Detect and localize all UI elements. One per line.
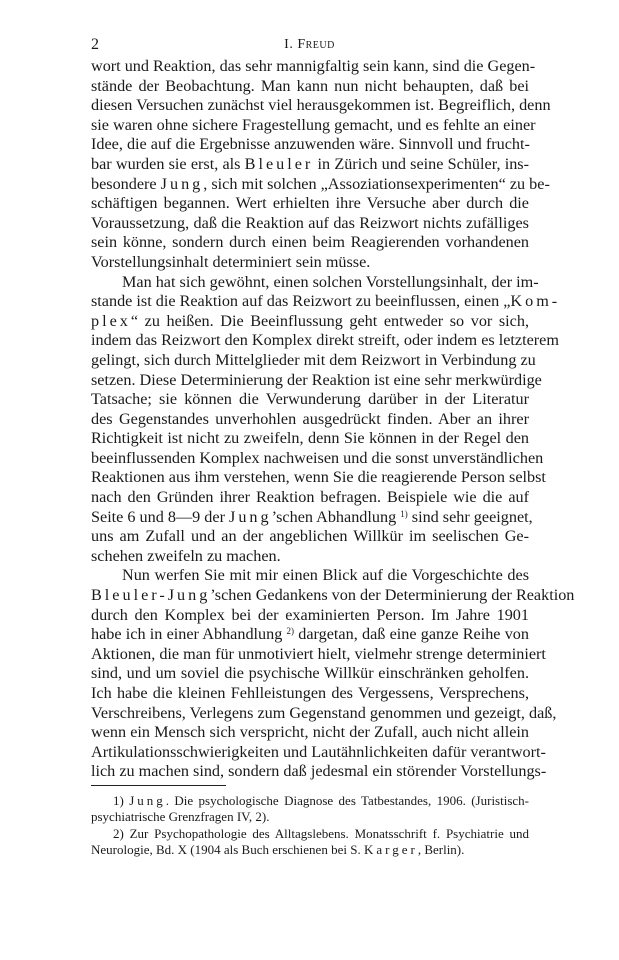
text-line [91,77,529,97]
text-run: indem das Reizwort den Komplex direkt streift, oder indem es letzterem [91,331,559,350]
spaced-name: Jung [229,507,272,526]
text-line [91,684,529,704]
text-run: beeinflussenden Komplex nachweisen und die sonst unverständlichen [91,448,544,467]
spaced-name: plex [91,311,131,330]
text-line [91,809,529,825]
text-run: . Die psychologische Diagnose des Tatbestandes, 1906. (Juristisch- [165,793,529,808]
paragraph [91,57,551,273]
text-line [91,194,529,214]
text-run: stande ist die Reaktion auf das Reizwort zu beeinflussen, einen „ [91,292,511,311]
text-run: Voraussetzung, daß die Reaktion auf das Reizwort nichts zufälliges [91,213,529,232]
text-line [91,253,529,273]
text-run: Reaktionen aus ihm verstehen, wenn Sie die reagierende Person selbst [91,468,546,487]
text-run: ’schen Abhandlung [271,507,401,526]
spaced-name: Kom- [510,292,561,311]
running-title: I. Freud [284,37,335,52]
text-run: sein könne, sondern durch einen beim Reagierenden vorhandenen [91,233,529,252]
text-line [91,625,529,645]
text-line [91,703,557,724]
text-line [91,468,546,488]
text-line [91,292,561,312]
text-run: Seite 6 und 8—9 der [91,507,230,526]
spaced-name: Bleuler [244,154,314,173]
text-run: Artikulationsschwierigkeiten und Lautähnlichkeiten dafür verantwort- [91,742,546,761]
text-run: Nun werfen Sie mit mir einen Blick auf die Vorgeschichte des [122,566,529,585]
text-run: schehen zweifeln zu machen. [91,546,281,565]
footnote-reference: 1) [400,508,408,519]
footnotes [91,793,529,859]
text-line [91,135,529,155]
text-run: 2) Zur Psychopathologie des Alltagslebens. Monatsschrift f. Psychiatrie und [113,825,529,841]
text-line [91,826,529,842]
text-run: wort und Reaktion, das sehr mannigfaltig sein kann, sind die Gegen- [91,57,536,75]
text-run: Ich habe die kleinen Fehlleistungen des Vergessens, Versprechens, [91,684,529,702]
text-run: stände der Beobachtung. Man kann nun nicht behaupten, daß bei [91,76,529,95]
text-run: Tatsache; sie können die Verwunderung darüber in der Literatur [91,390,529,409]
text-run: sind sehr geeignet, [407,507,533,526]
text-run: “ zu heißen. Die Beeinflussung geht entweder so vor sich, [130,311,529,330]
text-line [91,57,536,77]
text-line [91,370,542,391]
text-line [91,233,529,253]
text-run: Vorstellungsinhalt determiniert sein müsse. [91,252,371,271]
text-run: in Zürich und seine Schüler, ins- [313,154,529,173]
text-line [91,586,575,606]
text-run: Neurologie, Bd. X (1904 als Buch erschienen bei S. [91,842,364,858]
paragraph [91,826,529,859]
footnote-divider [91,785,226,786]
text-run: Man hat sich gewöhnt, einen solchen Vorstellungsinhalt, der im- [122,272,539,291]
text-line [91,762,547,782]
text-line [91,742,546,763]
text-run: , Berlin). [417,842,465,858]
text-run: lich zu machen sind, sondern daß jedesmal ein störender Vorstellungs- [91,762,547,781]
spaced-name: Jung [129,793,166,808]
text-run: wenn ein Mensch sich verspricht, nicht der Zufall, auch nicht allein [91,723,529,742]
text-line [91,214,529,234]
spaced-name: Jung [160,174,204,193]
text-line [91,96,551,116]
text-run: ’schen Gedankens von der Determinierung der Reaktion [210,586,575,605]
text-line [91,312,529,332]
text-line [91,115,536,136]
page-number: 2 [91,36,99,53]
text-run: sind, und um soviel die psychische Willkür einschränken geholfen. [91,664,529,683]
text-line [91,793,529,809]
spaced-name: Karger [363,842,418,858]
paragraph [91,272,561,567]
paragraph [91,566,575,782]
text-run: durch den Komplex bei der examinierten Person. Im Jahre 1901 [91,605,529,624]
text-run: Richtigkeit ist nicht zu zweifeln, denn Sie können in der Regel den [91,429,529,448]
text-run: habe ich in einer Abhandlung [91,625,287,644]
paragraph [91,793,529,826]
text-run: des Gegenstandes unverhohlen ausgedrückt finden. Aber an ihrer [91,409,529,428]
text-run: Verschreibens, Verlegens zum Gegenstand genommen und gezeigt, daß, [91,703,557,722]
text-line [91,488,529,508]
text-run: Idee, die auf die Ergebnisse anzuwenden wäre. Sinnvoll und frucht- [91,135,530,154]
text-run: 1) [113,793,130,808]
text-line [91,174,550,195]
text-run: psychiatrische Grenzfragen IV, 2). [91,809,270,825]
text-line [91,155,529,175]
text-line [91,507,533,528]
text-line [91,331,559,351]
text-line [91,547,529,567]
text-run: nach den Gründen ihrer Reaktion befragen. Beispiele wie die auf [91,488,529,507]
text-line [91,390,529,410]
text-run: dargetan, daß eine ganze Reihe von [294,625,529,644]
text-line [91,350,536,371]
text-line [91,664,529,684]
text-run: gelingt, sich durch Mittelglieder mit dem Reizwort in Verbindung zu [91,350,536,369]
body-text [91,57,575,782]
text-line [91,272,539,293]
text-run: , sich mit solchen „Assoziationsexperimenten“ zu be- [203,174,550,193]
text-line [91,429,529,449]
text-run: besondere [91,174,161,193]
footnote-reference: 2) [286,626,295,637]
text-run: Aktionen, die man für unmotiviert hielt, vielmehr strenge determiniert [91,644,546,663]
text-run: bar wurden sie erst, als [91,154,245,173]
text-line [91,448,544,469]
text-line [91,566,529,586]
text-line [91,842,529,858]
spaced-name: Bleuler-Jung [91,586,211,605]
text-line [91,644,546,665]
text-line [91,527,529,547]
text-line [91,410,529,430]
text-line [91,606,529,626]
text-line [91,723,529,743]
text-run: sie waren ohne sichere Fragestellung gemacht, und es fehlte an einer [91,115,536,134]
text-run: setzen. Diese Determinierung der Reaktion ist eine sehr merkwürdige [91,370,542,389]
text-run: schäftigen begannen. Wert erhielten ihre Versuche aber durch die [91,194,529,213]
text-run: uns am Zufall und an der angeblichen Willkür im seelischen Ge- [91,527,529,546]
text-run: diesen Versuchen zunächst viel herausgekommen ist. Begreiflich, denn [91,96,551,115]
